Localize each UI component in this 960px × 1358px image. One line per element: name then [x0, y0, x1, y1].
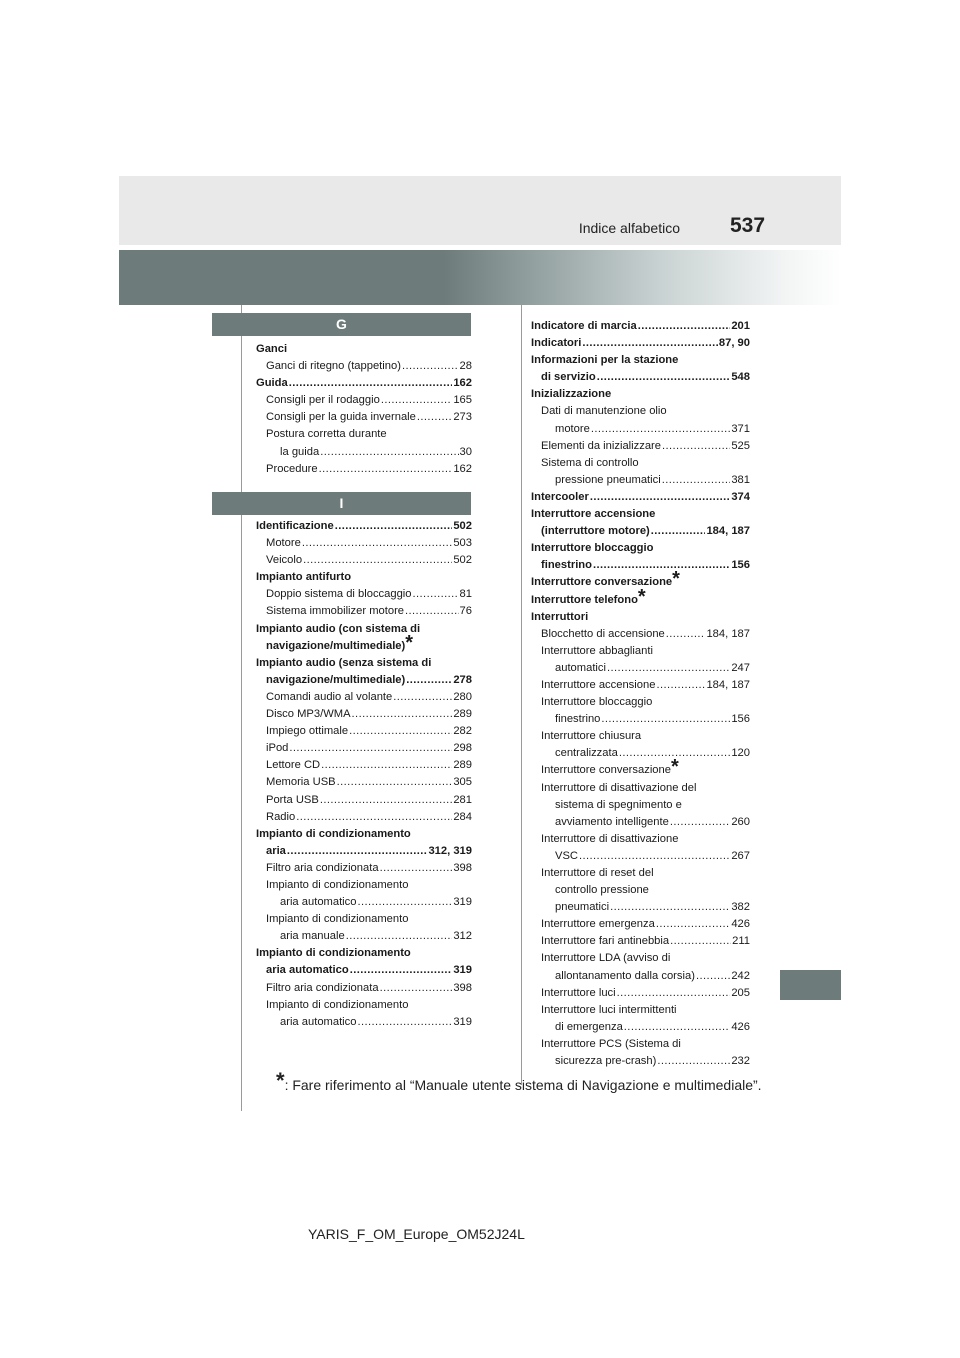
index-column-right [531, 318, 750, 1070]
index-subentry: Porta USB ..... 281 [256, 792, 472, 809]
index-subentry: Impianto di condizionamento [266, 913, 409, 926]
index-subentry: Interruttore luci intermittenti [541, 1003, 677, 1016]
footnote-marker: * [672, 568, 680, 591]
index-subentry: Impiego ottimale ..... 282 [256, 723, 472, 740]
index-subentry: Consigli per il rodaggio ..... 165 [256, 392, 472, 409]
index-subentry: la guida ..... 30 [256, 444, 472, 461]
index-subentry: pressione pneumatici ..... 381 [531, 472, 750, 489]
index-subentry: Interruttore abbaglianti [541, 644, 653, 657]
footnote [276, 1068, 762, 1093]
index-subentry: sistema di spegnimento e [555, 798, 682, 811]
index-subentry: Procedure ..... 162 [256, 461, 472, 478]
index-entry: Indicatore di marcia ..... 201 [531, 318, 750, 335]
index-subentry: Disco MP3/WMA ..... 289 [256, 706, 472, 723]
index-subentry: aria manuale ..... 312 [256, 928, 472, 945]
index-subentry: sicurezza pre-crash) ..... 232 [531, 1053, 750, 1070]
index-subentry: pneumatici ..... 382 [531, 899, 750, 916]
index-subentry: Interruttore emergenza ..... 426 [531, 916, 750, 933]
index-subentry: Interruttore LDA (avviso di [541, 952, 671, 965]
section-header-i: I [212, 492, 471, 515]
index-entry: Impianto audio (senza sistema di [256, 656, 432, 669]
index-subentry: Sistema di controllo [541, 456, 639, 469]
index-entry: Guida ..... 162 [256, 375, 472, 392]
index-column-left-i [256, 518, 472, 1031]
index-subentry: Impianto di condizionamento [266, 998, 409, 1011]
index-entry: Interruttore bloccaggio [531, 542, 654, 555]
index-subentry: Interruttore conversazione * [541, 756, 679, 779]
left-margin-line [241, 305, 242, 1111]
index-entry: Identificazione ..... 502 [256, 518, 472, 535]
footnote-marker: * [276, 1068, 285, 1093]
index-entry: Interruttore accensione [531, 508, 656, 521]
footnote-marker: * [637, 585, 646, 608]
index-subentry: avviamento intelligente ..... 260 [531, 814, 750, 831]
index-subentry: allontanamento dalla corsia) ..... 242 [531, 968, 750, 985]
index-entry: navigazione/multimediale) ..... 278 [256, 672, 472, 689]
index-entry: di servizio ..... 548 [531, 369, 750, 386]
index-subentry: Interruttore chiusura [541, 730, 642, 743]
index-entry: aria ..... 312, 319 [256, 843, 472, 860]
index-subentry: Interruttore accensione ..... 184, 187 [531, 677, 750, 694]
index-subentry: Consigli per la guida invernale ..... 273 [256, 409, 472, 426]
index-subentry: Sistema immobilizer motore ..... 76 [256, 603, 472, 620]
index-subentry: Dati di manutenzione olio [541, 405, 667, 418]
index-subentry: Doppio sistema di bloccaggio ..... 81 [256, 586, 472, 603]
index-entry: finestrino ..... 156 [531, 557, 750, 574]
index-subentry: finestrino ..... 156 [531, 711, 750, 728]
index-subentry: Motore ..... 503 [256, 535, 472, 552]
page-number: 537 [730, 214, 766, 237]
index-subentry: Lettore CD ..... 289 [256, 757, 472, 774]
index-subentry: aria automatico ..... 319 [256, 894, 472, 911]
index-subentry: Filtro aria condizionata ..... 398 [256, 860, 472, 877]
section-header-g: G [212, 313, 471, 336]
index-subentry: Comandi audio al volante ..... 280 [256, 689, 472, 706]
index-subentry: Postura corretta durante [266, 428, 387, 441]
index-subentry: Interruttore bloccaggio [541, 696, 653, 709]
section-title: Indice alfabetico [578, 220, 680, 236]
index-subentry: Interruttore fari antinebbia ..... 211 [531, 933, 750, 950]
index-subentry: Ganci di ritegno (tappetino) ..... 28 [256, 358, 472, 375]
column-divider [521, 305, 522, 1085]
index-subentry: VSC ..... 267 [531, 848, 750, 865]
index-subentry: Interruttore PCS (Sistema di [541, 1037, 681, 1050]
footnote-marker: * [670, 756, 679, 779]
index-subentry: Filtro aria condizionata ..... 398 [256, 980, 472, 997]
header-gradient-band [119, 250, 841, 305]
index-subentry: Veicolo ..... 502 [256, 552, 472, 569]
index-subentry: Memoria USB ..... 305 [256, 774, 472, 791]
index-entry: Impianto antifurto [256, 571, 352, 584]
index-subentry: Radio ..... 284 [256, 809, 472, 826]
index-subentry: Interruttore di reset del [541, 867, 654, 879]
index-subentry: centralizzata ..... 120 [531, 745, 750, 762]
index-column-left-g [256, 341, 472, 478]
index-entry: Impianto di condizionamento [256, 827, 411, 840]
index-subentry: iPod ..... 298 [256, 740, 472, 757]
index-subentry: Interruttore di disattivazione [541, 832, 679, 845]
index-subentry: Impianto di condizionamento [266, 878, 409, 891]
document-code: YARIS_F_OM_Europe_OM52J24L [308, 1226, 525, 1242]
index-entry: Informazioni per la stazione [531, 354, 679, 367]
index-subentry: di emergenza ..... 426 [531, 1019, 750, 1036]
footnote-text: : Fare riferimento al “Manuale utente sistema di Navigazione e multimediale”. [284, 1077, 762, 1093]
index-subentry: Blocchetto di accensione ..... 184, 187 [531, 626, 750, 643]
index-subentry: Elementi da inizializzare ..... 525 [531, 438, 750, 455]
chapter-side-tab [780, 970, 841, 1000]
index-entry: aria automatico ..... 319 [256, 962, 472, 979]
index-entry: Inizializzazione [531, 388, 612, 401]
index-entry: Intercooler ..... 374 [531, 489, 750, 506]
index-entry: Impianto di condizionamento [256, 947, 411, 960]
index-subentry: Interruttore luci ..... 205 [531, 985, 750, 1002]
index-subentry: motore ..... 371 [531, 421, 750, 438]
index-entry: Interruttore conversazione * [531, 568, 680, 591]
index-subentry: controllo pressione [555, 884, 649, 897]
index-entry: Interruttore telefono * [531, 585, 646, 608]
index-entry: (interruttore motore) ..... 184, 187 [531, 523, 750, 540]
index-subentry: aria automatico ..... 319 [256, 1014, 472, 1031]
index-entry: Ganci [256, 343, 288, 355]
index-entry: Impianto audio (con sistema di [256, 622, 421, 635]
footnote-marker: * [405, 631, 414, 654]
index-entry: Interruttori [531, 610, 589, 623]
index-entry: Indicatori ..... 87, 90 [531, 335, 750, 352]
index-subentry: automatici ..... 247 [531, 660, 750, 677]
index-subentry: Interruttore di disattivazione del [541, 781, 697, 794]
index-entry: navigazione/multimediale) * [266, 631, 414, 654]
